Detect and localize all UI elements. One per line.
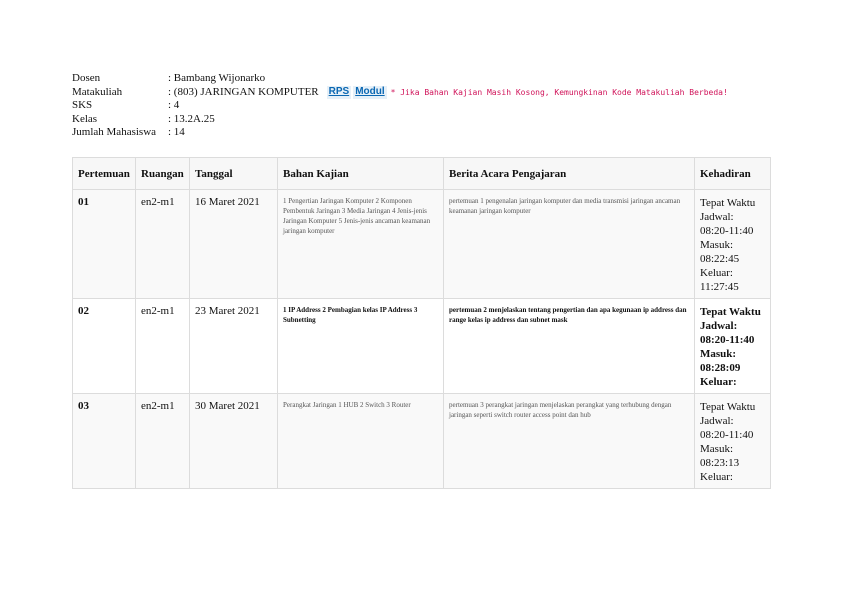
kehadiran-status: Tepat Waktu <box>700 401 756 413</box>
table-row <box>73 299 771 394</box>
header-pertemuan: Pertemuan <box>73 158 136 190</box>
dosen-label: Dosen <box>72 72 101 84</box>
tanggal-cell: 23 Maret 2021 <box>190 299 278 394</box>
kehadiran-status: Tepat Waktu <box>700 197 756 209</box>
attendance-table <box>72 157 771 489</box>
kehadiran-jadwal-value: 08:20-11:40 <box>700 334 755 346</box>
sks-value: : 4 <box>168 99 180 112</box>
kehadiran-keluar-label: Keluar: <box>700 471 733 483</box>
berita-acara-cell: pertemuan 2 menjelaskan tentang pengertian dan apa kegunaan ip address dan range kelas ip address dan subnet mask <box>444 299 695 394</box>
header-tanggal: Tanggal <box>190 158 278 190</box>
kehadiran-cell <box>695 299 771 394</box>
kehadiran-masuk-value: 08:28:09 <box>700 362 741 374</box>
kehadiran-keluar-label: Keluar: <box>700 267 733 279</box>
kehadiran-masuk-label: Masuk: <box>700 443 733 455</box>
bahan-kajian-cell: 1 IP Address 2 Pembagian kelas IP Address 3 Subnetting <box>278 299 444 394</box>
matakuliah-row <box>72 86 728 100</box>
tanggal-cell: 30 Maret 2021 <box>190 394 278 489</box>
table-header-row <box>73 158 771 190</box>
dosen-value: : Bambang Wijonarko <box>168 72 266 84</box>
ruangan-cell: en2-m1 <box>136 394 190 489</box>
kehadiran-masuk-value: 08:23:13 <box>700 457 740 469</box>
kehadiran-status: Tepat Waktu <box>700 306 761 318</box>
kehadiran-cell <box>695 190 771 299</box>
matakuliah-label: Matakuliah <box>72 85 123 98</box>
berita-acara-cell: pertemuan 3 perangkat jaringan menjelaskan perangkat yang terhubung dengan jaringan seperti switch router access point dan hub <box>444 394 695 489</box>
sks-label: SKS <box>72 99 93 112</box>
tanggal-cell: 16 Maret 2021 <box>190 190 278 299</box>
jumlah-value: : 14 <box>168 126 185 139</box>
kehadiran-jadwal-value: 08:20-11:40 <box>700 429 754 441</box>
header-kehadiran: Kehadiran <box>695 158 771 190</box>
pertemuan-cell: 02 <box>73 299 136 394</box>
course-info <box>72 72 728 140</box>
berita-acara-cell: pertemuan 1 pengenalan jaringan komputer dan media transmisi jaringan ancaman keamanan jaringan komputer <box>444 190 695 299</box>
bahan-kajian-cell: Perangkat Jaringan 1 HUB 2 Switch 3 Router <box>278 394 444 489</box>
kehadiran-masuk-label: Masuk: <box>700 239 733 251</box>
kelas-value: : 13.2A.25 <box>168 112 215 125</box>
kelas-row <box>72 113 728 127</box>
kehadiran-keluar-value: 11:27:45 <box>700 281 739 293</box>
kehadiran-masuk-label: Masuk: <box>700 348 737 360</box>
kehadiran-jadwal-value: 08:20-11:40 <box>700 225 754 237</box>
dosen-row <box>72 72 728 86</box>
kehadiran-cell <box>695 394 771 489</box>
kehadiran-jadwal-label: Jadwal: <box>700 320 738 332</box>
jumlah-row <box>72 126 728 140</box>
ruangan-cell: en2-m1 <box>136 299 190 394</box>
pertemuan-cell: 03 <box>73 394 136 489</box>
kajian-note: * Jika Bahan Kajian Masih Kosong, Kemungkinan Kode Matakuliah Berbeda! <box>390 87 728 97</box>
jumlah-label: Jumlah Mahasiswa <box>72 126 157 139</box>
pertemuan-cell: 01 <box>73 190 136 299</box>
kelas-label: Kelas <box>72 112 98 125</box>
kehadiran-masuk-value: 08:22:45 <box>700 253 740 265</box>
header-berita-acara: Berita Acara Pengajaran <box>444 158 695 190</box>
matakuliah-value: : (803) JARINGAN KOMPUTER <box>168 85 319 98</box>
rps-link[interactable]: RPS <box>327 86 352 100</box>
table-row <box>73 190 771 299</box>
kehadiran-jadwal-label: Jadwal: <box>700 415 734 427</box>
ruangan-cell: en2-m1 <box>136 190 190 299</box>
header-bahan-kajian: Bahan Kajian <box>278 158 444 190</box>
table-row <box>73 394 771 489</box>
modul-link[interactable]: Modul <box>353 86 386 100</box>
header-ruangan: Ruangan <box>136 158 190 190</box>
kehadiran-keluar-label: Keluar: <box>700 376 737 388</box>
sks-row <box>72 99 728 113</box>
kehadiran-jadwal-label: Jadwal: <box>700 211 734 223</box>
bahan-kajian-cell: 1 Pengertian Jaringan Komputer 2 Komponen Pembentuk Jaringan 3 Media Jaringan 4 Jenis-jenis Jaringan Komputer 5 Jenis-jenis ancaman keamanan jaringan komputer <box>278 190 444 299</box>
